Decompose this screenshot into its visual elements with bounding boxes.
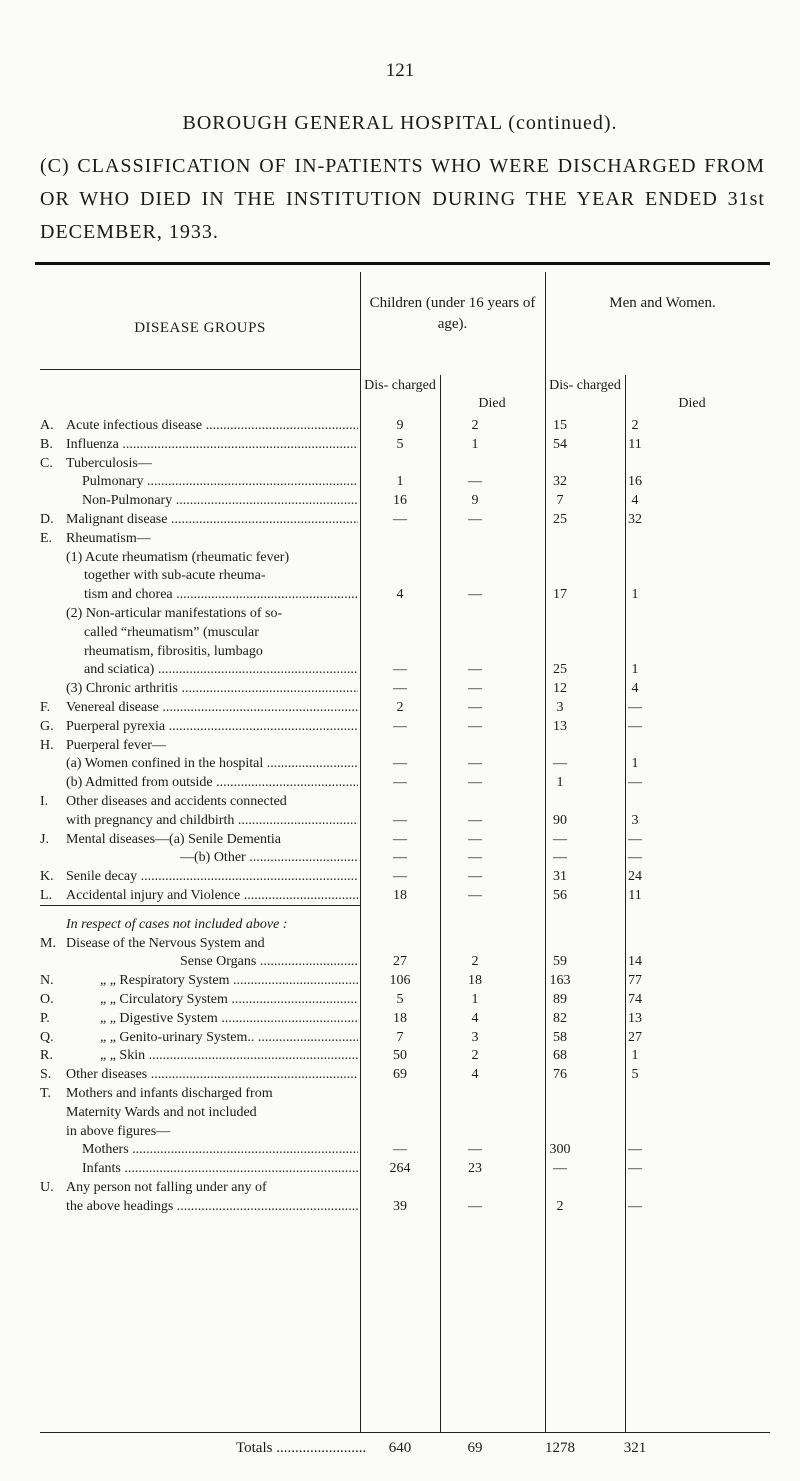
cell-adults-discharged: 58 xyxy=(553,1029,567,1045)
cell-children-died: 2 xyxy=(471,418,479,433)
cell-children-died: 2 xyxy=(471,1048,479,1064)
row-label: —(b) Other ..... xyxy=(180,850,358,866)
cell-adults-discharged: 59 xyxy=(553,954,567,970)
cell-adults-discharged: 3 xyxy=(556,700,564,715)
cell-adults-discharged: 7 xyxy=(556,493,564,509)
row-label: Acute infectious disease ..... xyxy=(66,418,358,434)
row-label: Any person not falling under any of xyxy=(66,1180,267,1195)
row-label: Puerperal fever— xyxy=(66,737,166,753)
cell-adults-died: 13 xyxy=(628,1010,642,1026)
row-letter: I. xyxy=(40,794,49,809)
row-letter: R. xyxy=(40,1048,53,1064)
header-men-women: Men and Women. xyxy=(609,295,716,311)
cell-children-discharged: 16 xyxy=(393,493,407,509)
top-rule xyxy=(35,262,770,265)
row-label: Infants ..... xyxy=(82,1161,358,1177)
row-label: Sense Organs ..... xyxy=(180,954,358,970)
cell-children-discharged: — xyxy=(393,812,407,828)
cell-adults-died: 2 xyxy=(631,418,639,433)
cell-children-died: — xyxy=(468,756,482,772)
cell-adults-discharged: 90 xyxy=(553,812,567,828)
cell-children-died: 1 xyxy=(471,992,479,1007)
cell-children-died: — xyxy=(468,587,482,603)
cell-adults-discharged: 76 xyxy=(553,1067,567,1083)
row-label: „ „ Respiratory System ..... xyxy=(100,973,358,989)
cell-adults-died: — xyxy=(628,1198,642,1214)
cell-adults-died: 11 xyxy=(628,888,642,903)
cell-adults-died: — xyxy=(628,1161,642,1177)
cell-adults-died: 1 xyxy=(631,1048,639,1064)
cell-adults-died: 27 xyxy=(628,1029,642,1045)
row-label: (3) Chronic arthritis ..... xyxy=(66,681,358,697)
cell-adults-died: 1 xyxy=(631,756,639,772)
cell-adults-discharged: 2 xyxy=(556,1198,564,1214)
totals-adults-died: 321 xyxy=(623,1440,647,1456)
header-divider xyxy=(40,369,360,370)
cell-adults-discharged: 1 xyxy=(556,775,564,791)
row-label: (1) Acute rheumatism (rheumatic fever) xyxy=(66,549,290,565)
cell-children-discharged: 5 xyxy=(396,436,404,452)
cell-children-died: — xyxy=(468,681,482,697)
cell-adults-discharged: 32 xyxy=(553,474,567,490)
cell-adults-died: — xyxy=(628,700,642,715)
totals-children-died: 69 xyxy=(467,1440,483,1456)
cell-children-died: — xyxy=(468,812,482,828)
header-children: Children (under 16 years of age). xyxy=(369,295,536,332)
cell-children-discharged: — xyxy=(393,756,407,772)
row-label: Senile decay ..... xyxy=(66,869,358,885)
cell-children-died: 23 xyxy=(468,1161,482,1177)
cell-adults-died: — xyxy=(628,718,642,734)
row-label: Rheumatism— xyxy=(66,530,151,546)
row-letter: P. xyxy=(40,1010,50,1026)
cell-children-died: 2 xyxy=(471,954,479,970)
cell-children-died: — xyxy=(468,512,482,527)
row-letter: J. xyxy=(40,831,49,847)
totals-children-discharged: 640 xyxy=(388,1440,412,1456)
row-label: Tuberculosis— xyxy=(66,455,152,471)
cell-children-discharged: 5 xyxy=(396,992,404,1007)
cell-adults-died: 4 xyxy=(631,681,639,697)
cell-adults-discharged: 54 xyxy=(553,436,567,452)
cell-adults-died: — xyxy=(628,831,642,847)
row-label: „ „ Circulatory System ..... xyxy=(100,992,358,1008)
cell-children-died: 4 xyxy=(471,1067,479,1083)
row-letter: A. xyxy=(40,418,54,433)
row-letter: U. xyxy=(40,1180,54,1195)
row-label: (2) Non-articular manifestations of so- xyxy=(66,606,283,621)
cell-children-died: — xyxy=(468,831,482,847)
row-label: Influenza ..... xyxy=(66,437,358,453)
cell-adults-died: 5 xyxy=(631,1067,639,1083)
row-letter: G. xyxy=(40,718,54,734)
cell-adults-discharged: 300 xyxy=(549,1142,571,1158)
cell-children-discharged: 1 xyxy=(396,474,404,490)
page-number: 121 xyxy=(385,60,415,81)
row-label: with pregnancy and childbirth ..... xyxy=(66,813,358,829)
row-letter: L. xyxy=(40,888,53,903)
row-letter: S. xyxy=(40,1067,52,1083)
subheader-adults-discharged: Dis- charged xyxy=(549,378,621,393)
table-subtitle: (C) CLASSIFICATION OF IN-PATIENTS WHO WERE DISCHARGED FROM OR WHO DIED IN THE INSTITUTION DURING THE YEAR ENDED 31st DECEMBER, 1933. xyxy=(40,155,765,243)
row-label: „ „ Skin ..... xyxy=(100,1048,358,1064)
cell-children-died: — xyxy=(468,869,482,885)
row-label: Maternity Wards and not included xyxy=(66,1104,257,1120)
row-letter: N. xyxy=(40,973,54,989)
cell-adults-discharged: 56 xyxy=(553,888,567,903)
cell-children-died: — xyxy=(468,1142,482,1158)
cell-children-discharged: 18 xyxy=(393,888,407,903)
cell-children-discharged: — xyxy=(393,1142,407,1158)
row-label: Puerperal pyrexia ..... xyxy=(66,719,358,735)
cell-adults-died: 77 xyxy=(628,973,642,989)
cell-adults-died: 74 xyxy=(628,992,642,1007)
cell-adults-died: 3 xyxy=(631,812,639,828)
cell-adults-died: 4 xyxy=(631,493,639,509)
cell-children-discharged: — xyxy=(393,718,407,734)
cell-children-died: 4 xyxy=(471,1010,479,1026)
cell-children-discharged: 50 xyxy=(393,1048,407,1064)
cell-children-discharged: 18 xyxy=(393,1010,407,1026)
cell-children-died: — xyxy=(468,700,482,715)
cell-children-discharged: 27 xyxy=(393,954,407,970)
cell-adults-died: 11 xyxy=(628,436,642,452)
cell-children-died: 18 xyxy=(468,973,482,989)
row-label: Mental diseases—(a) Senile Dementia xyxy=(66,831,281,847)
cell-adults-died: 1 xyxy=(631,662,639,678)
cell-adults-died: — xyxy=(628,775,642,791)
cell-adults-discharged: 68 xyxy=(553,1048,567,1064)
row-label: (b) Admitted from outside ..... xyxy=(66,775,358,791)
cell-children-died: — xyxy=(468,888,482,903)
cell-children-died: — xyxy=(468,1198,482,1214)
cell-children-discharged: 4 xyxy=(396,587,404,603)
row-letter: B. xyxy=(40,436,53,452)
row-label: the above headings ..... xyxy=(66,1199,358,1215)
cell-children-died: 9 xyxy=(471,493,479,509)
cell-adults-discharged: 12 xyxy=(553,681,567,697)
cell-children-died: — xyxy=(468,718,482,734)
row-label: called “rheumatism” (muscular xyxy=(84,624,259,640)
row-letter: T. xyxy=(40,1086,52,1101)
column-divider xyxy=(360,272,361,1432)
totals-divider xyxy=(40,1432,770,1433)
row-label: Mothers and infants discharged from xyxy=(66,1086,273,1101)
cell-children-discharged: 2 xyxy=(396,700,404,715)
row-label: Non-Pulmonary ..... xyxy=(82,493,358,509)
row-label: and sciatica) ..... xyxy=(84,662,358,678)
cell-adults-discharged: — xyxy=(553,1161,567,1177)
cell-adults-discharged: 13 xyxy=(553,718,567,734)
column-divider xyxy=(440,375,441,1432)
cell-children-died: 3 xyxy=(471,1029,479,1045)
cell-adults-died: 24 xyxy=(628,869,642,885)
row-label: (a) Women confined in the hospital ..... xyxy=(66,756,358,772)
cell-children-discharged: 106 xyxy=(389,973,411,989)
cell-adults-discharged: — xyxy=(553,831,567,847)
row-label: Disease of the Nervous System and xyxy=(66,935,265,951)
cell-children-discharged: — xyxy=(393,512,407,527)
cell-children-died: — xyxy=(468,850,482,866)
row-label: „ „ Genito-urinary System.. ..... xyxy=(100,1030,358,1046)
cell-adults-discharged: 17 xyxy=(553,587,567,603)
cell-adults-discharged: 25 xyxy=(553,512,567,527)
cell-children-discharged: 69 xyxy=(393,1067,407,1083)
cell-adults-discharged: 15 xyxy=(553,418,567,433)
cell-adults-discharged: — xyxy=(553,756,567,772)
cell-children-discharged: — xyxy=(393,662,407,678)
cell-adults-discharged: 163 xyxy=(549,973,571,989)
cell-adults-discharged: 25 xyxy=(553,662,567,678)
cell-adults-discharged: 31 xyxy=(553,869,567,885)
cell-children-discharged: — xyxy=(393,775,407,791)
row-label: In respect of cases not included above : xyxy=(66,916,288,932)
cell-children-died: — xyxy=(468,474,482,490)
totals-adults-discharged: 1278 xyxy=(545,1440,575,1456)
subheader-children-died: Died xyxy=(478,396,506,411)
row-letter: Q. xyxy=(40,1029,54,1045)
row-label: Accidental injury and Violence ..... xyxy=(66,888,358,904)
cell-children-discharged: — xyxy=(393,869,407,885)
row-label: Venereal disease ..... xyxy=(66,700,358,716)
cell-children-discharged: 264 xyxy=(389,1161,411,1177)
cell-adults-discharged: 89 xyxy=(553,992,567,1007)
row-label: together with sub-acute rheuma- xyxy=(84,568,266,584)
cell-adults-discharged: 82 xyxy=(553,1010,567,1026)
row-letter: H. xyxy=(40,737,54,753)
cell-adults-died: 14 xyxy=(628,954,642,970)
cell-children-discharged: — xyxy=(393,831,407,847)
row-letter: F. xyxy=(40,700,51,715)
subheader-children-discharged: Dis- charged xyxy=(364,378,436,393)
row-label: in above figures— xyxy=(66,1123,171,1139)
cell-adults-discharged: — xyxy=(553,850,567,866)
row-label: rheumatism, fibrositis, lumbago xyxy=(84,643,263,659)
cell-adults-died: — xyxy=(628,1142,642,1158)
cell-children-discharged: 9 xyxy=(396,418,404,433)
cell-adults-died: 16 xyxy=(628,474,642,490)
cell-adults-died: — xyxy=(628,850,642,866)
row-letter: D. xyxy=(40,512,54,527)
page-title: BOROUGH GENERAL HOSPITAL (continued). xyxy=(182,112,618,134)
header-disease-groups: DISEASE GROUPS xyxy=(134,320,266,336)
row-label: tism and chorea ..... xyxy=(84,587,358,603)
row-label: Mothers ..... xyxy=(82,1142,358,1158)
cell-children-discharged: — xyxy=(393,850,407,866)
cell-children-discharged: 39 xyxy=(393,1198,407,1214)
subheader-adults-died: Died xyxy=(678,396,706,411)
row-letter: K. xyxy=(40,869,54,885)
cell-children-discharged: 7 xyxy=(396,1029,404,1045)
row-letter: E. xyxy=(40,530,53,546)
cell-adults-died: 32 xyxy=(628,512,642,527)
cell-children-died: — xyxy=(468,662,482,678)
section-divider xyxy=(40,905,360,906)
row-letter: C. xyxy=(40,455,53,471)
totals-label: Totals ..... xyxy=(236,1440,366,1457)
row-label: Other diseases ..... xyxy=(66,1067,358,1083)
row-letter: M. xyxy=(40,935,56,951)
row-letter: O. xyxy=(40,992,54,1007)
cell-children-discharged: — xyxy=(393,681,407,697)
row-label: Malignant disease ..... xyxy=(66,512,358,528)
row-label: „ „ Digestive System ..... xyxy=(100,1011,358,1027)
row-label: Other diseases and accidents connected xyxy=(66,794,287,809)
cell-adults-died: 1 xyxy=(631,587,639,603)
cell-children-died: — xyxy=(468,775,482,791)
cell-children-died: 1 xyxy=(471,436,479,452)
row-label: Pulmonary ..... xyxy=(82,474,358,490)
